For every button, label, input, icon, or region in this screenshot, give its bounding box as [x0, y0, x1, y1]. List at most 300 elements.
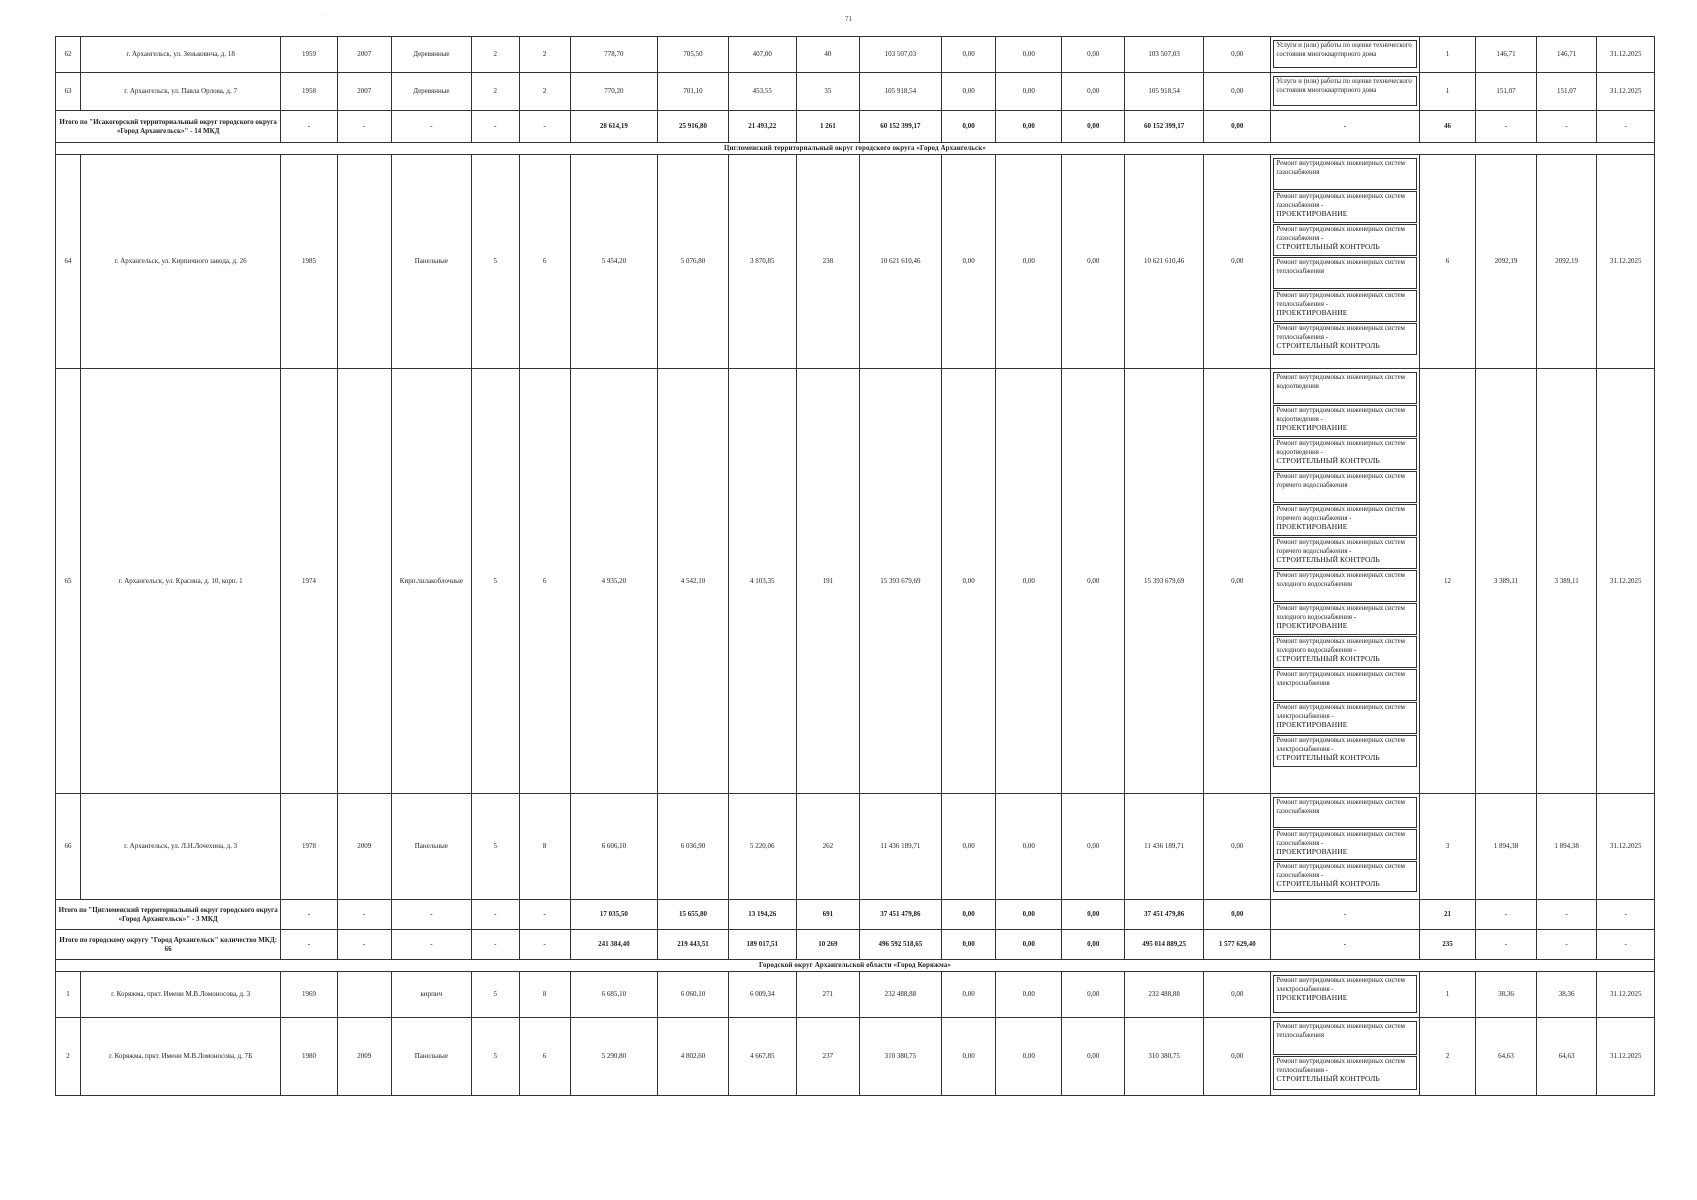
- cell-cost-total: 103 507,03: [859, 37, 941, 73]
- cell-fund-owners: 105 918,54: [1125, 73, 1204, 111]
- total-works-count: 235: [1419, 930, 1475, 960]
- work-item: [1273, 702, 1416, 734]
- dash-cell: -: [337, 900, 391, 930]
- cell-fund-budget-region: 0,00: [996, 37, 1062, 73]
- work-item: [1273, 669, 1416, 701]
- cell-unit-cost: 3 389,11: [1476, 369, 1537, 794]
- work-item-text: Услуги и (или) работы по оценке технического состояния многоквартирного дома: [1276, 42, 1412, 58]
- works-list-cell: [1271, 73, 1419, 111]
- work-item: [1273, 471, 1416, 503]
- cell-entrances: 8: [519, 794, 570, 900]
- cell-year-built: 1980: [281, 1018, 337, 1096]
- work-item: [1273, 405, 1416, 437]
- cell-cost-total: 11 436 189,71: [859, 794, 941, 900]
- cell-year-privatized: 2009: [337, 794, 391, 900]
- cell-unit-cost: 38,36: [1476, 972, 1537, 1018]
- cell-living-area: 6 060,10: [658, 972, 728, 1018]
- work-item: [1273, 829, 1416, 860]
- total-label: Итого по "Исакогорский территориальный округ городского округа «Город Архангельск»" - 14 МКД: [56, 111, 281, 143]
- work-item-stage: ПРОЕКТИРОВАНИЕ: [1276, 993, 1348, 1002]
- cell-works-count: 1: [1419, 37, 1475, 73]
- cell-cost-total: 310 380,75: [859, 1018, 941, 1096]
- work-item-stage: СТРОИТЕЛЬНЫЙ КОНТРОЛЬ: [1276, 341, 1380, 350]
- total-residential-area: 21 493,22: [728, 111, 796, 143]
- work-item: [1273, 603, 1416, 635]
- work-item-text: Ремонт внутридомовых инженерных систем газоснабжения -: [1276, 863, 1405, 879]
- cell-fund-fsr: 0,00: [942, 369, 996, 794]
- cell-fund-budget-local: 0,00: [1062, 1018, 1125, 1096]
- works-list-cell: [1271, 37, 1419, 73]
- cell-deadline: 31.12.2025: [1597, 73, 1655, 111]
- cell-floors: 5: [471, 155, 519, 369]
- cell-works-count: 1: [1419, 972, 1475, 1018]
- cell-deadline: 31.12.2025: [1597, 1018, 1655, 1096]
- cell-unit-cost-max: 3 389,11: [1536, 369, 1597, 794]
- cell-material: кирпич: [391, 972, 471, 1018]
- cell-num: 62: [56, 37, 81, 73]
- cell-fund-fsr: 0,00: [942, 972, 996, 1018]
- cell-fund-budget-region: 0,00: [996, 972, 1062, 1018]
- page-number: 71: [845, 15, 852, 23]
- cell-entrances: 6: [519, 369, 570, 794]
- work-item: [1273, 975, 1416, 1013]
- cell-total-area: 5 290,80: [570, 1018, 658, 1096]
- cell-num: 65: [56, 369, 81, 794]
- dash-cell: -: [1476, 930, 1537, 960]
- cell-fund-budget-region: 0,00: [996, 73, 1062, 111]
- work-item: [1273, 290, 1416, 322]
- table-row: [56, 155, 1655, 369]
- total-residents: 691: [796, 900, 859, 930]
- total-fund-fsr: 0,00: [942, 930, 996, 960]
- cell-fund-budget-region: 0,00: [996, 369, 1062, 794]
- work-item-text: Ремонт внутридомовых инженерных систем газоснабжения -: [1276, 193, 1405, 209]
- cell-year-built: 1958: [281, 73, 337, 111]
- work-item: [1273, 797, 1416, 828]
- section-row: [56, 143, 1655, 155]
- cell-num: 1: [56, 972, 81, 1018]
- dash-cell: -: [1536, 900, 1597, 930]
- cell-deadline: 31.12.2025: [1597, 369, 1655, 794]
- cell-fund-budget-local: 0,00: [1062, 972, 1125, 1018]
- cell-year-privatized: [337, 972, 391, 1018]
- cell-year-built: 1974: [281, 369, 337, 794]
- dash-cell: -: [337, 111, 391, 143]
- cell-works-count: 1: [1419, 73, 1475, 111]
- dash-cell: -: [281, 900, 337, 930]
- cell-address: г. Архангельск, ул. Л.Н.Лочехина, д. 3: [80, 794, 280, 900]
- total-fund-budget-local: 0,00: [1062, 930, 1125, 960]
- cell-address: г. Архангельск, ул. Красина, д. 10, корп. 1: [80, 369, 280, 794]
- cell-entrances: 6: [519, 1018, 570, 1096]
- cell-living-area: 6 036,90: [658, 794, 728, 900]
- cell-total-area: 5 454,20: [570, 155, 658, 369]
- cell-fund-other: 0,00: [1204, 155, 1271, 369]
- dash-cell: -: [281, 930, 337, 960]
- cell-address: г. Архангельск, ул. Павла Орлова, д. 7: [80, 73, 280, 111]
- work-item-stage: СТРОИТЕЛЬНЫЙ КОНТРОЛЬ: [1276, 242, 1380, 251]
- total-fund-budget-local: 0,00: [1062, 900, 1125, 930]
- total-works-count: 21: [1419, 900, 1475, 930]
- cell-entrances: 6: [519, 155, 570, 369]
- cell-living-area: 701,10: [658, 73, 728, 111]
- cell-address: г. Архангельск, ул. Зеньковича, д. 18: [80, 37, 280, 73]
- cell-fund-budget-region: 0,00: [996, 1018, 1062, 1096]
- cell-num: 64: [56, 155, 81, 369]
- work-item-text: Ремонт внутридомовых инженерных систем теплоснабжения -: [1276, 292, 1405, 308]
- cell-floors: 5: [471, 794, 519, 900]
- total-living-area: 25 916,80: [658, 111, 728, 143]
- cell-residential-area: 407,00: [728, 37, 796, 73]
- works-list-cell: [1271, 369, 1419, 794]
- cell-fund-owners: 103 507,03: [1125, 37, 1204, 73]
- cell-works-count: 3: [1419, 794, 1475, 900]
- total-cost-total: 37 451 479,86: [859, 900, 941, 930]
- total-fund-owners: 37 451 479,86: [1125, 900, 1204, 930]
- dash-cell: -: [1271, 900, 1419, 930]
- work-item: [1273, 570, 1416, 602]
- total-fund-budget-region: 0,00: [996, 930, 1062, 960]
- dash-cell: -: [1476, 111, 1537, 143]
- cell-fund-budget-local: 0,00: [1062, 369, 1125, 794]
- cell-floors: 5: [471, 369, 519, 794]
- cell-living-area: 4 542,10: [658, 369, 728, 794]
- cell-material: Панельные: [391, 794, 471, 900]
- work-item: [1273, 191, 1416, 223]
- dash-cell: -: [1536, 111, 1597, 143]
- cell-unit-cost: 146,71: [1476, 37, 1537, 73]
- dash-cell: -: [391, 111, 471, 143]
- work-item-text: Ремонт внутридомовых инженерных систем водоотведения: [1276, 374, 1405, 390]
- dash-cell: -: [519, 900, 570, 930]
- dash-cell: -: [337, 930, 391, 960]
- dash-cell: -: [391, 930, 471, 960]
- cell-fund-fsr: 0,00: [942, 37, 996, 73]
- cell-deadline: 31.12.2025: [1597, 37, 1655, 73]
- dash-cell: -: [391, 900, 471, 930]
- work-item: [1273, 158, 1416, 190]
- work-item-stage: СТРОИТЕЛЬНЫЙ КОНТРОЛЬ: [1276, 555, 1380, 564]
- table-row: [56, 1018, 1655, 1096]
- cell-address: г. Архангельск, ул. Кирпичного завода, д. 26: [80, 155, 280, 369]
- work-item-text: Ремонт внутридомовых инженерных систем теплоснабжения: [1276, 259, 1405, 275]
- cell-total-area: 6 685,10: [570, 972, 658, 1018]
- work-item-text: Ремонт внутридомовых инженерных систем горячего водоснабжения: [1276, 473, 1405, 489]
- work-item-stage: ПРОЕКТИРОВАНИЕ: [1276, 621, 1348, 630]
- work-item: [1273, 1056, 1416, 1090]
- total-cost-total: 496 592 518,65: [859, 930, 941, 960]
- cell-living-area: 4 802,60: [658, 1018, 728, 1096]
- work-item-text: Ремонт внутридомовых инженерных систем электроснабжения -: [1276, 704, 1405, 720]
- cell-residential-area: 453,55: [728, 73, 796, 111]
- total-fund-budget-local: 0,00: [1062, 111, 1125, 143]
- cell-fund-fsr: 0,00: [942, 155, 996, 369]
- dash-cell: -: [1597, 930, 1655, 960]
- cell-material: Панельные: [391, 1018, 471, 1096]
- work-item-text: Услуги и (или) работы по оценке технического состояния многоквартирного дома: [1276, 78, 1412, 94]
- cell-entrances: 8: [519, 972, 570, 1018]
- cell-fund-owners: 11 436 189,71: [1125, 794, 1204, 900]
- total-fund-budget-region: 0,00: [996, 111, 1062, 143]
- cell-entrances: 2: [519, 37, 570, 73]
- cell-material: Деревянные: [391, 37, 471, 73]
- cell-residents: 191: [796, 369, 859, 794]
- cell-cost-total: 15 393 679,69: [859, 369, 941, 794]
- cell-deadline: 31.12.2025: [1597, 794, 1655, 900]
- dash-cell: -: [471, 111, 519, 143]
- cell-year-built: 1959: [281, 37, 337, 73]
- work-item-stage: СТРОИТЕЛЬНЫЙ КОНТРОЛЬ: [1276, 879, 1380, 888]
- cell-residents: 238: [796, 155, 859, 369]
- section-heading: Цигломенский территориальный округ городского округа «Город Архангельск»: [56, 143, 1655, 155]
- work-item-stage: СТРОИТЕЛЬНЫЙ КОНТРОЛЬ: [1276, 1074, 1380, 1083]
- cell-fund-fsr: 0,00: [942, 1018, 996, 1096]
- cell-fund-budget-local: 0,00: [1062, 155, 1125, 369]
- total-fund-other: 1 577 629,40: [1204, 930, 1271, 960]
- cell-year-privatized: 2007: [337, 73, 391, 111]
- total-label: Итого по городскому округу "Город Архангельск" количество МКД: 66: [56, 930, 281, 960]
- cell-cost-total: 10 621 610,46: [859, 155, 941, 369]
- total-total-area: 28 614,19: [570, 111, 658, 143]
- table-row: [56, 794, 1655, 900]
- work-item-text: Ремонт внутридомовых инженерных систем горячего водоснабжения -: [1276, 539, 1405, 555]
- cell-fund-other: 0,00: [1204, 369, 1271, 794]
- dash-cell: -: [1476, 900, 1537, 930]
- total-residential-area: 189 017,51: [728, 930, 796, 960]
- cell-year-built: 1969: [281, 972, 337, 1018]
- total-residential-area: 13 194,26: [728, 900, 796, 930]
- total-fund-budget-region: 0,00: [996, 900, 1062, 930]
- total-living-area: 219 443,51: [658, 930, 728, 960]
- cell-fund-budget-local: 0,00: [1062, 73, 1125, 111]
- cell-fund-other: 0,00: [1204, 73, 1271, 111]
- cell-fund-owners: 15 393 679,69: [1125, 369, 1204, 794]
- work-item-text: Ремонт внутридомовых инженерных систем холодного водоснабжения -: [1276, 638, 1405, 654]
- cell-fund-budget-region: 0,00: [996, 155, 1062, 369]
- works-list-cell: [1271, 1018, 1419, 1096]
- dash-cell: -: [471, 900, 519, 930]
- repair-register-table: [55, 36, 1655, 1096]
- work-item: [1273, 40, 1416, 68]
- cell-total-area: 6 606,10: [570, 794, 658, 900]
- work-item: [1273, 438, 1416, 470]
- work-item-text: Ремонт внутридомовых инженерных систем теплоснабжения: [1276, 1023, 1405, 1039]
- cell-residential-area: 5 220,06: [728, 794, 796, 900]
- work-item-stage: СТРОИТЕЛЬНЫЙ КОНТРОЛЬ: [1276, 753, 1380, 762]
- total-fund-owners: 60 152 399,17: [1125, 111, 1204, 143]
- cell-unit-cost: 151,07: [1476, 73, 1537, 111]
- cell-residents: 271: [796, 972, 859, 1018]
- cell-fund-other: 0,00: [1204, 972, 1271, 1018]
- work-item: [1273, 1021, 1416, 1055]
- total-fund-fsr: 0,00: [942, 900, 996, 930]
- cell-living-area: 705,50: [658, 37, 728, 73]
- work-item-text: Ремонт внутридомовых инженерных систем горячего водоснабжения -: [1276, 506, 1405, 522]
- work-item-text: Ремонт внутридомовых инженерных систем холодного водоснабжения -: [1276, 605, 1405, 621]
- table-row: [56, 37, 1655, 73]
- cell-year-privatized: [337, 155, 391, 369]
- cell-year-privatized: 2009: [337, 1018, 391, 1096]
- cell-material: Панельные: [391, 155, 471, 369]
- cell-cost-total: 232 488,88: [859, 972, 941, 1018]
- work-item-text: Ремонт внутридомовых инженерных систем газоснабжения -: [1276, 226, 1405, 242]
- total-fund-other: 0,00: [1204, 111, 1271, 143]
- total-row: [56, 900, 1655, 930]
- work-item-stage: ПРОЕКТИРОВАНИЕ: [1276, 522, 1348, 531]
- work-item: [1273, 504, 1416, 536]
- table-row: [56, 73, 1655, 111]
- work-item: [1273, 372, 1416, 404]
- cell-residents: 40: [796, 37, 859, 73]
- cell-fund-other: 0,00: [1204, 1018, 1271, 1096]
- work-item-text: Ремонт внутридомовых инженерных систем газоснабжения -: [1276, 831, 1405, 847]
- total-total-area: 241 384,40: [570, 930, 658, 960]
- cell-residential-area: 6 009,34: [728, 972, 796, 1018]
- table-row: [56, 972, 1655, 1018]
- works-list-cell: [1271, 155, 1419, 369]
- cell-deadline: 31.12.2025: [1597, 155, 1655, 369]
- cell-residents: 237: [796, 1018, 859, 1096]
- work-item-stage: ПРОЕКТИРОВАНИЕ: [1276, 308, 1348, 317]
- cell-unit-cost-max: 64,63: [1536, 1018, 1597, 1096]
- work-item-text: Ремонт внутридомовых инженерных систем холодного водоснабжения: [1276, 572, 1405, 588]
- cell-floors: 5: [471, 1018, 519, 1096]
- work-item-text: Ремонт внутридомовых инженерных систем электроснабжения -: [1276, 737, 1405, 753]
- cell-total-area: 770,20: [570, 73, 658, 111]
- cell-residents: 262: [796, 794, 859, 900]
- cell-material: Кирп./шлакоблочные: [391, 369, 471, 794]
- total-row: [56, 930, 1655, 960]
- dash-cell: -: [519, 111, 570, 143]
- cell-fund-other: 0,00: [1204, 794, 1271, 900]
- work-item-stage: ПРОЕКТИРОВАНИЕ: [1276, 720, 1348, 729]
- cell-living-area: 5 076,80: [658, 155, 728, 369]
- total-fund-owners: 495 014 889,25: [1125, 930, 1204, 960]
- dash-cell: -: [1271, 111, 1419, 143]
- work-item: [1273, 537, 1416, 569]
- work-item-text: Ремонт внутридомовых инженерных систем электроснабжения: [1276, 671, 1405, 687]
- cell-unit-cost-max: 38,36: [1536, 972, 1597, 1018]
- cell-year-privatized: 2007: [337, 37, 391, 73]
- work-item-stage: ПРОЕКТИРОВАНИЕ: [1276, 847, 1348, 856]
- cell-unit-cost-max: 1 894,38: [1536, 794, 1597, 900]
- cell-works-count: 2: [1419, 1018, 1475, 1096]
- cell-fund-owners: 310 380,75: [1125, 1018, 1204, 1096]
- total-residents: 1 261: [796, 111, 859, 143]
- cell-floors: 2: [471, 37, 519, 73]
- works-list-cell: [1271, 794, 1419, 900]
- work-item: [1273, 861, 1416, 892]
- total-works-count: 46: [1419, 111, 1475, 143]
- work-item-stage: ПРОЕКТИРОВАНИЕ: [1276, 423, 1348, 432]
- cell-floors: 2: [471, 73, 519, 111]
- dash-cell: -: [471, 930, 519, 960]
- work-item-text: Ремонт внутридомовых инженерных систем водоотведения -: [1276, 440, 1405, 456]
- cell-residential-area: 4 667,85: [728, 1018, 796, 1096]
- work-item: [1273, 735, 1416, 767]
- scan-speck: ·: [322, 12, 324, 18]
- cell-unit-cost-max: 146,71: [1536, 37, 1597, 73]
- dash-cell: -: [519, 930, 570, 960]
- cell-fund-owners: 232 488,88: [1125, 972, 1204, 1018]
- cell-fund-other: 0,00: [1204, 37, 1271, 73]
- cell-works-count: 12: [1419, 369, 1475, 794]
- dash-cell: -: [1597, 900, 1655, 930]
- cell-year-built: 1978: [281, 794, 337, 900]
- work-item: [1273, 257, 1416, 289]
- cell-works-count: 6: [1419, 155, 1475, 369]
- total-row: [56, 111, 1655, 143]
- cell-num: 2: [56, 1018, 81, 1096]
- total-total-area: 17 035,50: [570, 900, 658, 930]
- section-row: [56, 960, 1655, 972]
- total-cost-total: 60 152 399,17: [859, 111, 941, 143]
- cell-residential-area: 3 870,85: [728, 155, 796, 369]
- cell-fund-fsr: 0,00: [942, 794, 996, 900]
- work-item-text: Ремонт внутридомовых инженерных систем газоснабжения: [1276, 160, 1405, 176]
- work-item-text: Ремонт внутридомовых инженерных систем электроснабжения -: [1276, 977, 1405, 993]
- table-body: [56, 37, 1655, 1096]
- work-item-text: Ремонт внутридомовых инженерных систем водоотведения -: [1276, 407, 1405, 423]
- work-item: [1273, 76, 1416, 106]
- works-list-cell: [1271, 972, 1419, 1018]
- cell-address: г. Коряжма, пркт. Имени М.В.Ломоносова, д. 7Б: [80, 1018, 280, 1096]
- work-item-text: Ремонт внутридомовых инженерных систем теплоснабжения -: [1276, 1058, 1405, 1074]
- cell-num: 63: [56, 73, 81, 111]
- cell-fund-budget-local: 0,00: [1062, 37, 1125, 73]
- cell-fund-fsr: 0,00: [942, 73, 996, 111]
- total-residents: 10 269: [796, 930, 859, 960]
- work-item-text: Ремонт внутридомовых инженерных систем теплоснабжения -: [1276, 325, 1405, 341]
- cell-floors: 5: [471, 972, 519, 1018]
- total-label: Итого по "Цигломенский территориальный округ городского округа «Город Архангельск»" - 3 МКД: [56, 900, 281, 930]
- cell-unit-cost: 2092,19: [1476, 155, 1537, 369]
- cell-material: Деревянные: [391, 73, 471, 111]
- cell-fund-owners: 10 621 610,46: [1125, 155, 1204, 369]
- cell-unit-cost-max: 2092,19: [1536, 155, 1597, 369]
- cell-num: 66: [56, 794, 81, 900]
- total-living-area: 15 655,80: [658, 900, 728, 930]
- cell-unit-cost: 64,63: [1476, 1018, 1537, 1096]
- work-item-stage: СТРОИТЕЛЬНЫЙ КОНТРОЛЬ: [1276, 456, 1380, 465]
- cell-fund-budget-local: 0,00: [1062, 794, 1125, 900]
- work-item-stage: ПРОЕКТИРОВАНИЕ: [1276, 209, 1348, 218]
- cell-year-built: 1985: [281, 155, 337, 369]
- cell-fund-budget-region: 0,00: [996, 794, 1062, 900]
- total-fund-fsr: 0,00: [942, 111, 996, 143]
- cell-address: г. Коряжма, пркт. Имени М.В.Ломоносова, д. 3: [80, 972, 280, 1018]
- cell-year-privatized: [337, 369, 391, 794]
- work-item: [1273, 636, 1416, 668]
- cell-residents: 35: [796, 73, 859, 111]
- cell-cost-total: 105 918,54: [859, 73, 941, 111]
- cell-unit-cost-max: 151,07: [1536, 73, 1597, 111]
- dash-cell: -: [1597, 111, 1655, 143]
- cell-residential-area: 4 103,35: [728, 369, 796, 794]
- work-item: [1273, 224, 1416, 256]
- cell-entrances: 2: [519, 73, 570, 111]
- dash-cell: -: [1271, 930, 1419, 960]
- table-row: [56, 369, 1655, 794]
- dash-cell: -: [1536, 930, 1597, 960]
- cell-total-area: 4 935,20: [570, 369, 658, 794]
- cell-deadline: 31.12.2025: [1597, 972, 1655, 1018]
- section-heading: Городской округ Архангельской области «Город Коряжма»: [56, 960, 1655, 972]
- work-item-text: Ремонт внутридомовых инженерных систем газоснабжения: [1276, 799, 1405, 815]
- work-item-stage: СТРОИТЕЛЬНЫЙ КОНТРОЛЬ: [1276, 654, 1380, 663]
- dash-cell: -: [281, 111, 337, 143]
- cell-unit-cost: 1 894,38: [1476, 794, 1537, 900]
